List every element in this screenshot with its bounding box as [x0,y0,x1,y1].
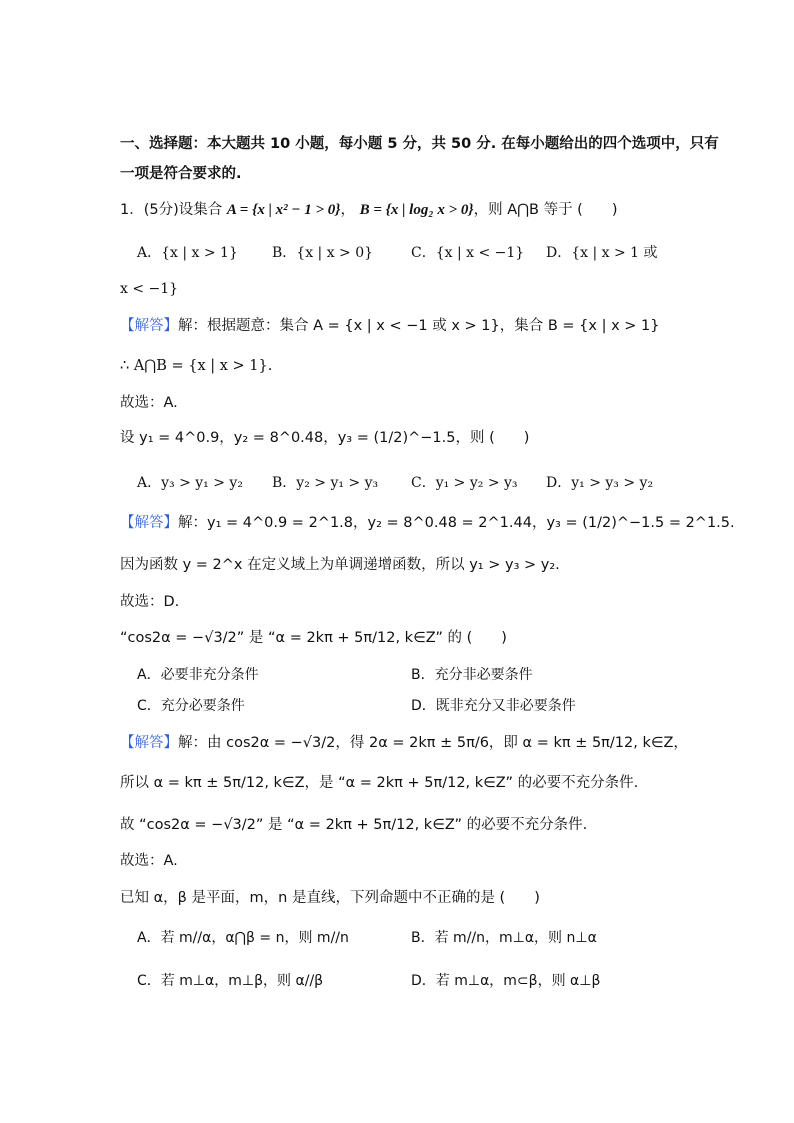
section-heading-cont: 一项是符合要求的. [120,166,242,182]
q4-option-a: A．若 m//α，α⋂β = n，则 m//n [137,930,349,946]
question-number: 1．(5分) [120,202,179,218]
q1-option-b: B．{x | x > 0} [272,245,374,261]
q2-solution-reason: 因为函数 y = 2^x 在定义域上为单调递增函数，所以 y₁ > y₃ > y₂. [120,557,560,573]
question-4-stem: 已知 α，β 是平面，m，n 是直线，下列命题中不正确的是 ( ) [120,890,540,906]
answer-tag: 【解答】 [120,515,178,531]
q3-option-b: B．充分非必要条件 [411,667,533,683]
section-heading: 一、选择题：本大题共 10 小题，每小题 5 分，共 50 分. 在每小题给出的四个选项中，只有 [120,136,719,152]
q1-option-d: D．{x | x > 1 或 [546,245,658,261]
question-3-stem: “cos2α = −√3/2” 是 “α = 2kπ + 5π/12, k∈Z” 的 ( ) [120,630,507,646]
q4-option-d: D．若 m⊥α，m⊂β，则 α⊥β [411,973,601,989]
question-1-stem: 1．(5分)设集合 A = {x | x² − 1 > 0}， B = {x | log₂ x > 0}，则 A⋂B 等于 ( ) [120,202,618,218]
q3-solution-line3: 故 “cos2α = −√3/2” 是 “α = 2kπ + 5π/12, k∈Z” 的必要不充分条件. [120,817,588,833]
set-b: B = {x | log₂ x > 0} [359,202,474,218]
q1-solution-result: ∴ A⋂B = {x | x > 1}. [120,358,273,374]
question-2-stem: 设 y₁ = 4^0.9，y₂ = 8^0.48，y₃ = (1/2)^−1.5，则 ( ) [120,430,530,446]
q3-option-a: A．必要非充分条件 [137,667,259,683]
q3-option-d: D．既非充分又非必要条件 [411,698,576,714]
q1-option-d-cont: x < −1} [120,281,179,297]
q4-option-b: B．若 m//n，m⊥α，则 n⊥α [411,930,597,946]
q3-solution: 【解答】解：由 cos2α = −√3/2，得 2α = 2kπ ± 5π/6，即 α = kπ ± 5π/12, k∈Z， [120,735,688,751]
answer-tag: 【解答】 [120,318,178,334]
answer-tag: 【解答】 [120,735,178,751]
q2-option-a: A．y₃ > y₁ > y₂ [137,475,243,491]
q1-choice: 故选：A. [120,395,178,411]
q3-choice: 故选：A. [120,853,178,869]
q1-option-a: A．{x | x > 1} [137,245,238,261]
q2-option-d: D．y₁ > y₃ > y₂ [546,475,654,491]
q4-option-c: C．若 m⊥α，m⊥β，则 α//β [137,973,324,989]
q1-option-c: C．{x | x < −1} [411,245,525,261]
set-a: A = {x | x² − 1 > 0} [226,202,341,218]
q2-option-c: C．y₁ > y₂ > y₃ [411,475,518,491]
q2-option-b: B．y₂ > y₁ > y₃ [272,475,379,491]
q2-solution: 【解答】解：y₁ = 4^0.9 = 2^1.8，y₂ = 8^0.48 = 2^1.44，y₃ = (1/2)^−1.5 = 2^1.5. [120,515,735,531]
q3-option-c: C．充分必要条件 [137,698,245,714]
q2-choice: 故选：D. [120,594,180,610]
q3-solution-line2: 所以 α = kπ ± 5π/12, k∈Z，是 “α = 2kπ + 5π/12, k∈Z” 的必要不充分条件. [120,775,639,791]
q1-solution: 【解答】解：根据题意：集合 A = {x | x < −1 或 x > 1}，集合 B = {x | x > 1} [120,318,660,334]
